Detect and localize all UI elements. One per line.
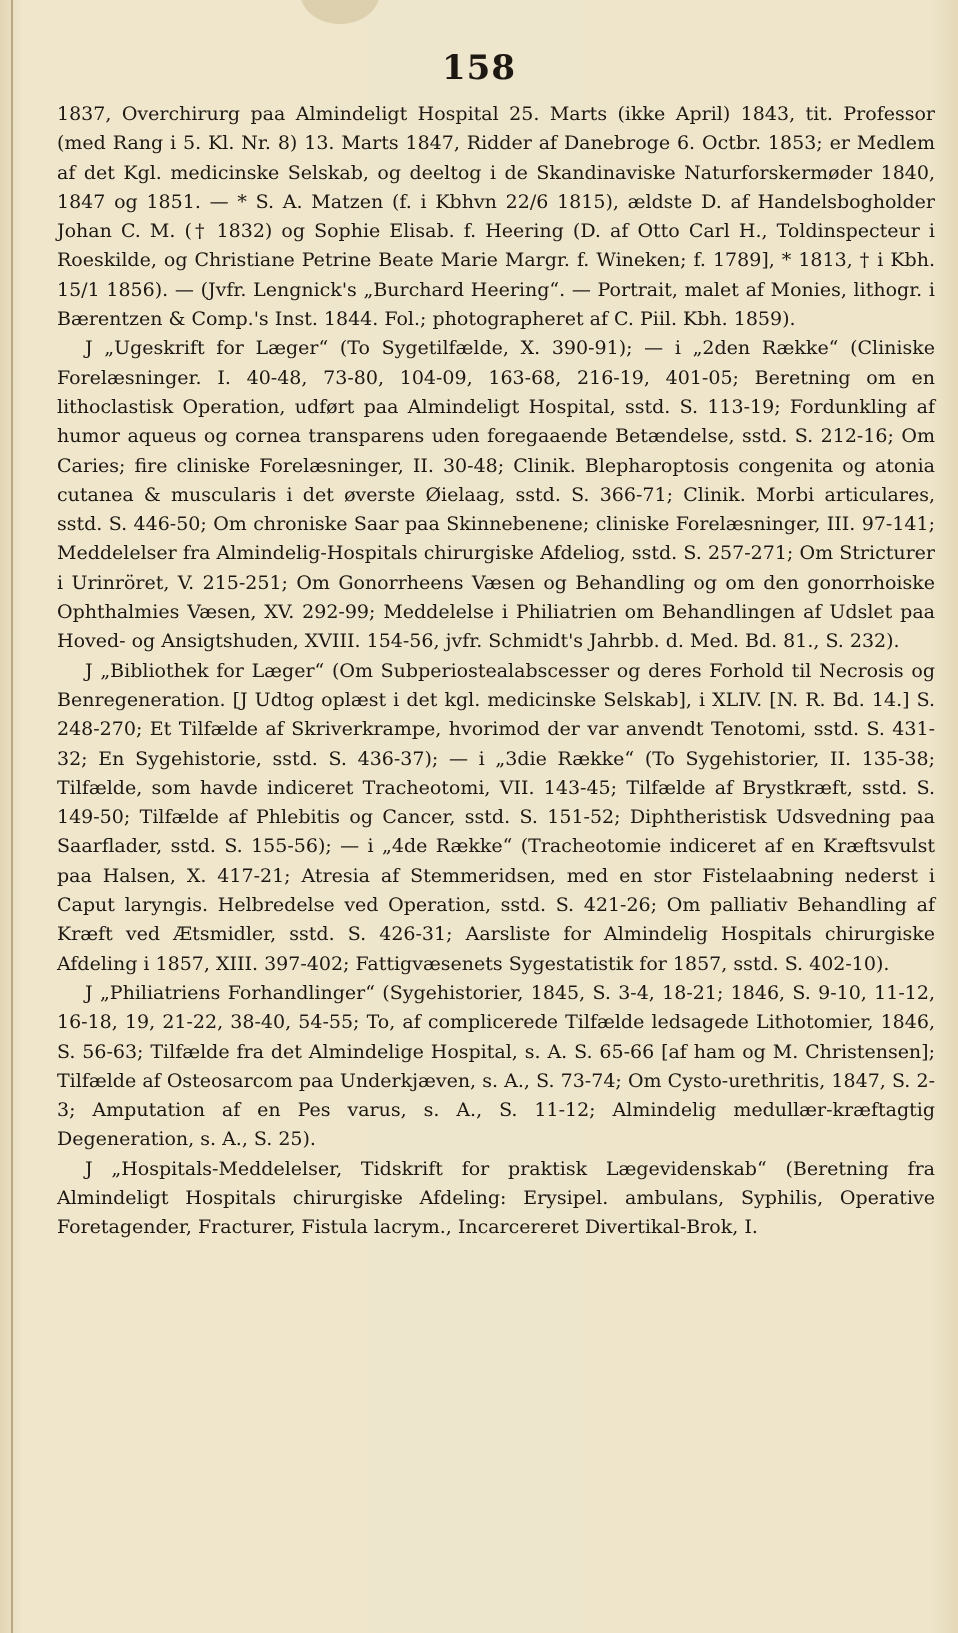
- paragraph-bibliothek: J „Bibliothek for Læger“ (Om Subperiostealabscesser og deres Forhold til Necrosis og Benregeneration. [J Udtog oplæst i det kgl. medicinske Selskab], i XLIV. [N. R. Bd. 14.] S. 248-270; Et Tilfælde af Skriverkrampe, hvorimod der var anvendt Tenotomi, sstd. S. 431-32; En Sygehistorie, sstd. S. 436-37); — i „3die Række“ (To Sygehistorier, II. 135-38; Tilfælde, som havde indiceret Tracheotomi, VII. 143-45; Tilfælde af Brystkræft, sstd. S. 149-50; Tilfælde af Phlebitis og Cancer, sstd. S. 151-52; Diphtheristisk Udsvedning paa Saarflader, sstd. S. 155-56); — i „4de Række“ (Tracheotomie indiceret af en Kræftsvulst paa Halsen, X. 417-21; Atresia af Stemmeridsen, med en stor Fistelaabning nederst i Caput laryngis. Helbredelse ved Operation, sstd. S. 421-26; Om palliativ Behandling af Kræft ved Ætsmidler, sstd. S. 426-31; Aarsliste for Almindelig Hospitals chirurgiske Afdeling i 1857, XIII. 397-402; Fattigvæsenets Sygestatistik for 1857, sstd. S. 402-10).: [57, 659, 935, 975]
- paragraph-ugeskrift: J „Ugeskrift for Læger“ (To Sygetilfælde, X. 390-91); — i „2den Række“ (Cliniske Forelæsninger. I. 40-48, 73-80, 104-09, 163-68, 216-19, 401-05; Beretning om en lithoclastisk Operation, udført paa Almindeligt Hospital, sstd. S. 113-19; Fordunkling af humor aqueus og cornea transparens uden foregaaende Betændelse, sstd. S. 212-16; Om Caries; fire cliniske Forelæsninger, II. 30-48; Clinik. Blepharoptosis congenita og atonia cutanea & muscularis i det øverste Øielaag, sstd. S. 366-71; Clinik. Morbi articulares, sstd. S. 446-50; Om chroniske Saar paa Skinnebenene; cliniske Forelæsninger, III. 97-141; Meddelelser fra Almindelig-Hospitals chirurgiske Afdeliog, sstd. S. 257-271; Om Stricturer i Urinröret, V. 215-251; Om Gonorrheens Væsen og Behandling og om den gonorrhoiske Ophthalmies Væsen, XV. 292-99; Meddelelse i Philiatrien om Behandlingen af Udslet paa Hoved- og Ansigtshuden, XVIII. 154-56, jvfr. Schmidt's Jahrbb. d. Med. Bd. 81., S. 232).: [57, 337, 935, 653]
- paragraph-biography: 1837, Overchirurg paa Almindeligt Hospital 25. Marts (ikke April) 1843, tit. Professor (med Rang i 5. Kl. Nr. 8) 13. Marts 1847, Ridder af Danebroge 6. Octbr. 1853; er Medlem af det Kgl. medicinske Selskab, og deeltog i de Skandinaviske Naturforskermøder 1840, 1847 og 1851. — * S. A. Matzen (f. i Kbhvn 22/6 1815), ældste D. af Handelsbogholder Johan C. M. († 1832) og Sophie Elisab. f. Heering (D. af Otto Carl H., Toldinspecteur i Roeskilde, og Christiane Petrine Beate Marie Margr. f. Wineken; f. 1789], * 1813, † i Kbh. 15/1 1856). — (Jvfr. Lengnick's „Burchard Heering“. — Portrait, malet af Monies, lithogr. i Bærentzen & Comp.'s Inst. 1844. Fol.; photographeret af C. Piil. Kbh. 1859).: [57, 103, 935, 331]
- text-body: [57, 100, 935, 1243]
- page-notch: [300, 0, 380, 24]
- paragraph-philiatriens: J „Philiatriens Forhandlinger“ (Sygehistorier, 1845, S. 3-4, 18-21; 1846, S. 9-10, 11-12, 16-18, 19, 21-22, 38-40, 54-55; To, af complicerede Tilfælde ledsagede Lithotomier, 1846, S. 56-63; Tilfælde fra det Almindelige Hospital, s. A. S. 65-66 [af ham og M. Christensen]; Tilfælde af Osteosarcom paa Underkjæven, s. A., S. 73-74; Om Cysto-urethritis, 1847, S. 2-3; Amputation af en Pes varus, s. A., S. 11-12; Almindelig medullær-kræftagtig Degeneration, s. A., S. 25).: [57, 981, 935, 1151]
- gutter-edge: [11, 0, 13, 1633]
- page-number: 158: [442, 48, 516, 88]
- paragraph-hospitals-meddelelser: J „Hospitals-Meddelelser, Tidskrift for praktisk Lægevidenskab“ (Beretning fra Almindeligt Hospitals chirurgiske Afdeling: Erysipel. ambulans, Syphilis, Operative Foretagender, Fracturer, Fistula lacrym., Incarcereret Divertikal-Brok, I.: [57, 1157, 935, 1239]
